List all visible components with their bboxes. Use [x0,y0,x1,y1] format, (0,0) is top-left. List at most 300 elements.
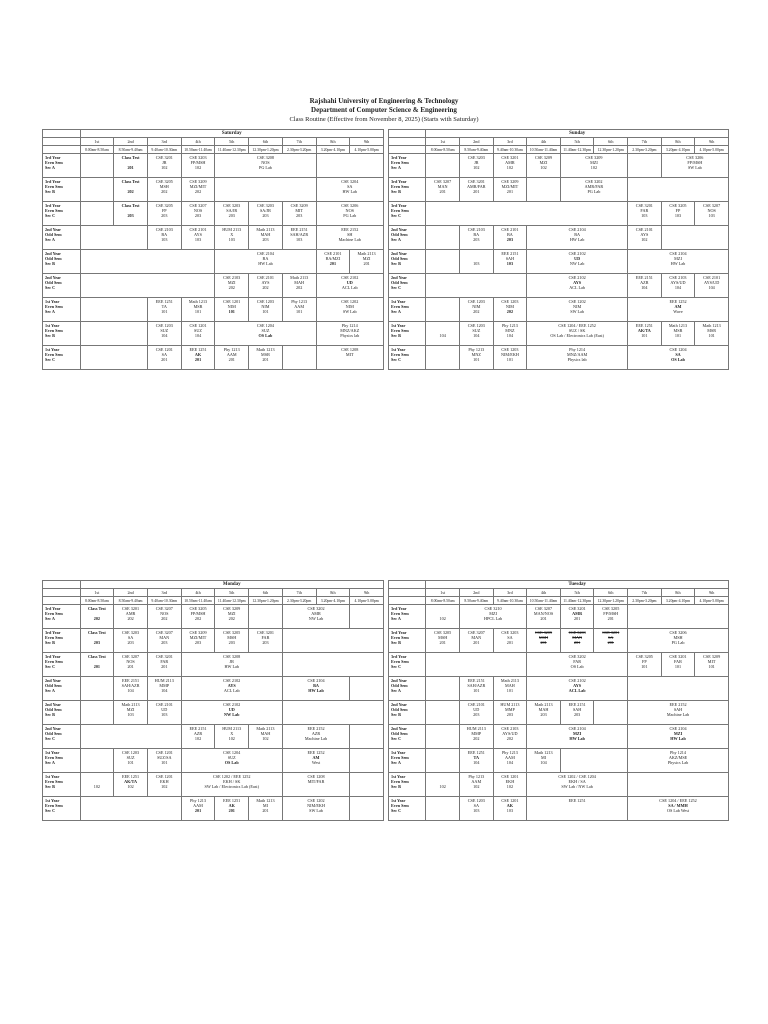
class-cell [114,202,148,226]
class-cell [460,226,494,250]
class-line: SW Lab / Electronics Lab (East) [204,783,259,789]
slot-number: 6th [594,138,628,146]
section-label-line: Sec B [391,260,401,266]
class-cell [527,298,628,322]
class-line: 102 [439,615,446,621]
class-cell [426,178,460,202]
slot-number: 5th [560,589,594,597]
class-line: MZI/MIT [501,183,519,189]
class-line: EKH [159,778,169,784]
class-line: 203 [194,639,202,645]
class-line: HW Lab [670,735,686,741]
class-line: 202 [228,615,235,621]
class-cell [80,725,181,749]
class-line: CSE 3201 [155,653,173,659]
section-label-line: Sec C [45,735,56,741]
section-row [43,677,384,701]
class-line: 202 [473,735,480,741]
class-line: Phy 1213 [501,322,518,328]
class-cell [316,202,383,226]
class-cell [316,346,383,370]
section-label-line: Even Sem [391,183,409,189]
class-cell [493,725,527,749]
university-title: Rajshahi University of Engineering & Technology [309,97,459,105]
class-cell [181,725,215,749]
class-line: Phy 1213 [468,346,485,352]
section-row [43,653,384,677]
class-line: CSE 3201 [669,653,687,659]
section-label-line: Sec A [391,759,401,765]
class-line: CSE 3201 [501,154,519,160]
section-label-line: 1st Year [391,346,406,352]
slot-time: 3.20pm-4.10pm [316,597,350,605]
class-line: 201 [607,615,614,621]
class-cell [215,797,249,821]
class-line: 201 [607,639,614,645]
class-line: CSE 3206 [669,629,687,635]
slot-number: 1st [80,589,114,597]
class-line: AYS [261,279,270,285]
class-cell [80,202,114,226]
class-line: CSE 3205 [602,605,620,611]
class-line: CSE 3203 [122,629,140,635]
class-line: 101 [506,687,514,693]
class-line: HW Lab [224,663,239,669]
class-cell [282,605,349,629]
slot-row [43,138,384,146]
class-line: CSE 1203 [155,322,173,328]
class-cell [249,202,283,226]
slot-number: 6th [249,589,283,597]
slot-number: 6th [249,138,283,146]
class-line: CSE 3207 [467,629,485,635]
class-line: Physics lab [340,332,360,338]
class-line: BA [507,231,513,237]
section-label-line: Even Sem [391,159,409,165]
saturday-routine [42,129,384,370]
class-cell [80,154,114,178]
section-label-line: Sec A [45,615,55,621]
class-line: NOS [126,658,135,664]
class-line: OS Lab / Electronics Lab (East) [550,332,604,338]
class-line: Math 1213 [188,298,208,304]
section-label [389,202,426,226]
section-row [43,154,384,178]
section-label-line: 1st Year [45,322,60,328]
slot-number: 4th [181,589,215,597]
class-line: SAH/AZR [290,231,309,237]
class-line: MI [540,754,547,760]
section-label-line: Sec A [45,236,55,242]
class-line: CSE 2102 [568,250,586,256]
class-cell [628,226,662,250]
class-line: MZI [572,730,582,736]
section-label-line: Even Sem [45,303,63,309]
class-line: MAN [572,634,583,640]
class-line: 104 [708,284,715,290]
slot-time: 2.30pm-3.20pm [628,146,662,154]
section-row [43,797,384,821]
class-line: 202 [506,308,514,314]
section-label [389,653,426,677]
sunday-routine [388,129,729,370]
class-line: AK [228,802,235,808]
class-line: MAH [538,706,549,712]
class-line: 203 [473,236,480,242]
section-label-line: Odd Sem [45,231,62,237]
class-cell [426,653,527,677]
class-cell [493,322,527,346]
class-line: X [230,730,234,736]
section-row [389,250,729,274]
section-label-line: 1st Year [45,797,60,803]
section-label-line: Even Sem [45,778,63,784]
class-line: AK/TA [637,327,651,333]
class-cell [460,773,494,797]
section-label-line: Even Sem [391,802,409,808]
class-line: 203 [262,236,269,242]
class-line: 203 [228,212,235,218]
class-cell [628,725,729,749]
class-line: CSE 3206 [686,154,704,160]
class-cell [114,178,148,202]
day-name: Tuesday [426,581,729,589]
class-line: MZI [489,610,497,616]
section-label-line: 3rd Year [391,178,407,184]
class-line: CSE 3204 [341,178,359,184]
class-line: CSE 2103 [467,226,485,232]
class-cell [215,298,249,322]
class-cell [282,274,316,298]
slot-time: 11.40am-12.30pm [215,597,249,605]
section-label-line: Sec C [391,284,402,290]
class-cell [249,725,283,749]
class-cell [493,701,527,725]
slot-row [389,589,729,597]
class-cell [527,274,628,298]
class-line: TA [161,303,167,309]
class-line: OS Lab [570,663,584,669]
section-label-line: 1st Year [391,797,406,803]
section-row [389,605,729,629]
section-label-line: 3rd Year [391,629,407,635]
class-line: CSE 3207 [122,653,140,659]
section-label-line: Sec C [45,663,56,669]
class-line: AK [506,802,514,808]
class-line: FAR [573,658,582,664]
class-line: EEE 1251 [635,322,653,328]
section-row [389,725,729,749]
routine-table [42,580,384,821]
class-line: SA [675,351,681,357]
section-label-line: Sec C [391,212,402,218]
class-line: SA / MMH [668,802,688,808]
section-label [389,346,426,370]
class-line: OS Lab [671,356,685,362]
section-row [43,605,384,629]
class-line: EEE 2151 [568,701,586,707]
class-line: EEE 1251 [122,773,140,779]
class-line: 203 [93,639,100,645]
class-cell [527,178,561,202]
class-line: Phy 1214 [341,322,358,328]
class-line: CSE 3207 [155,629,173,635]
class-cell [80,346,147,370]
section-label-line: Odd Sem [45,279,62,285]
class-line: 102 [194,164,202,170]
class-line: EEE 1251 [155,298,173,304]
class-line: HW Lab [569,735,585,741]
class-line: 201 [473,639,480,645]
time-row [389,597,729,605]
class-cell [249,605,283,629]
slot-time: 8.50am-9.40am [460,146,494,154]
class-line: CSE 3201 [635,202,653,208]
class-line: EEE 1251 [223,797,241,803]
class-line: UD [473,706,480,712]
class-line: 104 [540,759,547,765]
class-line: SW Lab [687,164,702,170]
section-label-line: Even Sem [391,207,409,213]
class-cell [695,202,729,226]
class-cell [147,605,181,629]
class-line: AZR [640,279,649,285]
class-line: CSE 2101 [635,226,653,232]
class-line: Math 2113 [534,701,553,707]
section-label-line: Odd Sem [391,730,408,736]
slot-number: 9th [695,589,729,597]
slot-number: 4th [181,138,215,146]
class-line: MAN/NOS [533,610,554,616]
class-line: 202 [161,615,168,621]
class-line: AMR [505,159,515,165]
section-label-line: 3rd Year [45,653,61,659]
class-cell [493,178,527,202]
slot-time: 10.50am-11.40am [527,597,561,605]
section-label-line: 3rd Year [391,154,407,160]
class-line: AYS [573,279,582,285]
class-line: SUZ / SK [568,327,586,333]
section-row [43,773,384,797]
class-cell [628,154,662,178]
class-line: MZI [126,706,135,712]
class-line: CSE 3209 [189,178,207,184]
class-line: MZI [674,255,682,261]
class-line: Class Test [87,653,106,659]
slot-number: 2nd [460,138,494,146]
class-line: CSE 3205 [534,629,553,635]
class-cell [661,226,728,250]
class-line: CSE 1201 [223,298,241,304]
class-cell [460,154,494,178]
class-cell [493,797,527,821]
class-line: CSE 2103 [155,226,173,232]
section-row [43,629,384,653]
class-cell [594,605,628,629]
slot-time: 3.20pm-4.10pm [661,146,695,154]
section-label [43,605,81,629]
section-label-line: Sec C [391,735,402,741]
class-cell [493,773,527,797]
class-line: 201 [161,663,168,669]
section-label-line: Even Sem [45,327,63,333]
class-line: 101 [262,308,269,314]
class-line: HW Lab [258,260,273,266]
class-line: MAN [471,634,482,640]
class-line: EEE 2151 [635,274,653,280]
section-label-line: Sec A [391,687,401,693]
class-line: 104 [674,284,682,290]
class-cell [527,725,628,749]
section-row [389,178,729,202]
class-cell [350,677,384,701]
slot-time: 11.40am-12.30pm [560,146,594,154]
class-cell [282,346,316,370]
day-name: Sunday [426,130,729,138]
section-label-line: 3rd Year [45,178,61,184]
class-line: 203 [262,639,269,645]
class-line: CSE 1202 [568,298,586,304]
class-cell [460,605,527,629]
class-line: MMP [471,730,482,736]
class-line: CSE 1203 [467,797,485,803]
class-line: CSE 1204 / EEE 1252 [659,797,697,803]
class-line: FP [161,207,167,213]
section-label-line: Sec A [45,308,55,314]
section-label-line: 1st Year [391,322,406,328]
class-cell [527,749,561,773]
class-line: AYS/UD [670,279,686,285]
section-label-line: Even Sem [45,351,63,357]
class-line: CSE 3201 [122,605,140,611]
slot-time: 8.50am-9.40am [114,146,148,154]
class-cell [628,677,729,701]
section-label [389,274,426,298]
class-cell [426,274,527,298]
class-line: CSE 3203 [189,154,207,160]
section-label [43,346,81,370]
section-label-line: Sec C [45,807,56,813]
class-cell [282,298,316,322]
routine-table [42,129,384,370]
class-line: 201 [473,188,480,194]
class-line: EEE 1251 [568,797,586,803]
class-line: JR [229,658,234,664]
class-cell [426,346,460,370]
class-line: NIM/EKH [307,802,325,808]
class-cell [147,629,181,653]
class-line: CSE 3210 [484,605,502,611]
routine-table [388,580,729,821]
section-label-line: 2nd Year [45,250,62,256]
slot-time: 10.50am-11.40am [181,146,215,154]
class-line: Physics lab [567,356,587,362]
class-line: 201 [228,807,235,813]
class-line: 101 [674,332,682,338]
tuesday-routine [388,580,729,821]
section-label-line: Even Sem [45,658,63,664]
class-line: EEE 2151 [290,226,308,232]
class-line: CSE 1204 [256,322,274,328]
class-cell [80,250,215,274]
section-label-line: 3rd Year [391,653,407,659]
class-cell [628,178,729,202]
class-cell [527,322,628,346]
class-line: NIM [573,303,582,309]
class-cell [80,274,215,298]
class-line: AYS [573,682,582,688]
class-cell [460,250,494,274]
class-cell [460,298,494,322]
class-line: 102 [473,164,480,170]
class-cell [560,701,594,725]
class-line: Math 2113 [256,226,275,232]
slot-number: 3rd [147,589,181,597]
class-line: AYS/UD [502,730,518,736]
class-cell [114,701,148,725]
class-cell [80,605,114,629]
section-label [43,250,81,274]
class-line: CSE 2104 [256,250,274,256]
class-line: NIM/EKH [500,351,519,357]
slot-time: 8.00am-8.50am [80,146,114,154]
class-cell [426,154,460,178]
class-cell [114,749,148,773]
class-line: TA [473,754,480,760]
section-label [43,749,81,773]
class-line: MAH [260,231,271,237]
class-cell [282,677,349,701]
class-line: CSE 1202 / CSE 1204 [558,773,596,779]
class-cell [80,298,147,322]
class-line: HW Lab [670,260,686,266]
section-label-line: 2nd Year [45,677,62,683]
class-cell [350,749,384,773]
class-cell [215,605,249,629]
class-line: CSE 2101 [467,701,485,707]
class-line: EEE 2152 [341,226,359,232]
slot-time: 8.50am-9.40am [460,597,494,605]
class-line: HUM 2113 [500,701,520,707]
class-line: CSE 2102 [341,274,359,280]
class-line: 101 [473,687,480,693]
class-line: 203 [127,639,134,645]
class-line: FP/MSH [190,610,206,616]
class-line: CSE 3209 [189,629,207,635]
class-line: 103 [473,260,480,266]
class-line: FAR [674,658,682,664]
slot-time: 2.30pm-3.20pm [628,597,662,605]
class-line: EEE 2151 [189,725,207,731]
class-cell [147,154,181,178]
class-line: 201 [439,639,446,645]
slot-number: 8th [316,138,350,146]
class-line: HW Lab [342,188,357,194]
class-line: CSE 3205 [434,629,452,635]
class-cell [527,226,628,250]
class-line: Math 2113 [121,701,140,707]
slot-time: 8.50am-9.40am [114,597,148,605]
class-line: NOS [345,207,354,213]
class-line: 203 [262,212,269,218]
section-label [43,773,81,797]
section-row [43,298,384,322]
class-line: NIM [227,303,236,309]
section-row [389,346,729,370]
section-label-line: 3rd Year [45,629,61,635]
class-line: 104 [641,284,648,290]
class-line: 104 [473,759,480,765]
